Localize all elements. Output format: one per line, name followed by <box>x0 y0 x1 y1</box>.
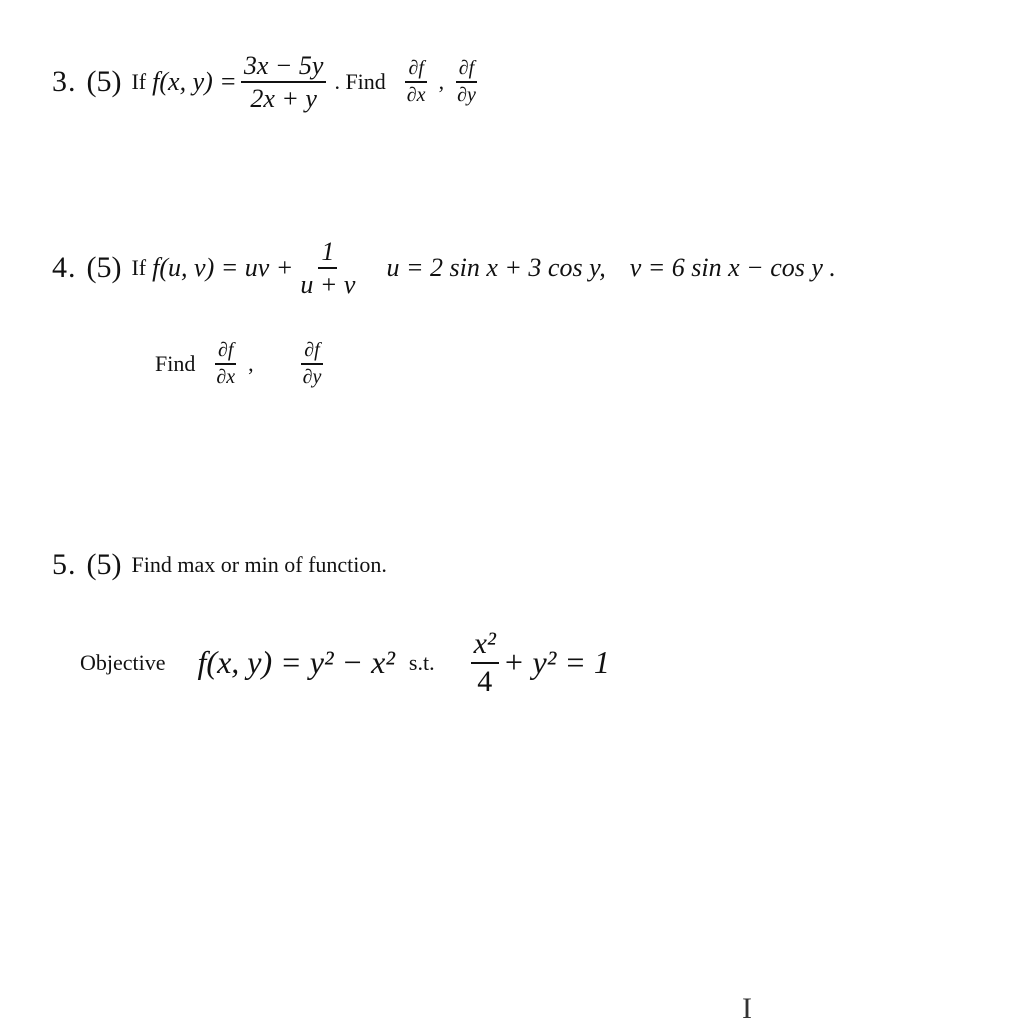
fraction-numerator: 1 <box>318 238 337 269</box>
question-4-find: Find $\frac{\partial f}{\partial x}$ , $\frac{\partial f}{\partial y}$ <box>155 340 328 388</box>
function-fraction <box>241 52 327 113</box>
question-points: (5) <box>86 251 122 285</box>
objective-label: Objective <box>80 649 166 675</box>
function-fraction <box>297 238 358 299</box>
partial-y <box>454 58 479 106</box>
question-points: (5) <box>86 65 122 99</box>
question-5 <box>52 548 387 582</box>
partial-y-numerator: ∂f <box>456 58 477 83</box>
fraction-numerator: 3x − 5y <box>241 52 327 83</box>
constraint-denominator: 4 <box>477 664 493 698</box>
find-label: Find <box>155 351 196 376</box>
constraint-fraction <box>471 628 499 697</box>
partial-x <box>213 340 238 388</box>
partial-y-denominator: ∂y <box>457 84 476 107</box>
question-number: 4. <box>52 251 77 285</box>
v-definition: v = 6 sin x − cos y . <box>629 253 836 283</box>
question-number: 5. <box>52 548 77 581</box>
partial-y-denominator: ∂y <box>302 366 322 388</box>
question-points: (5) <box>86 548 122 581</box>
objective-function: f(x, y) = y² − x² <box>197 644 395 680</box>
partial-x <box>404 58 429 106</box>
partial-x-denominator: ∂x <box>216 366 236 388</box>
constraint-rest: + y² = 1 <box>502 644 610 680</box>
partial-x-numerator: ∂f <box>215 340 236 365</box>
function-definition: f(u, v) = uv + <box>152 253 294 283</box>
fraction-denominator: u + v <box>300 270 356 300</box>
partial-y-numerator: ∂f <box>301 340 322 365</box>
partial-x-denominator: ∂x <box>406 84 426 107</box>
fraction-denominator: 2x + y <box>250 84 317 114</box>
question-3: 3. (5) If f(x, y) = $\frac{3x - 5y}{2x + y}$ . Find $\frac{\partial f}{\partial x}$ , $\frac{\partial f}{\partial y}$ <box>52 52 483 113</box>
u-definition: u = 2 sin x + 3 cos y, <box>386 253 606 283</box>
question-number: 3. <box>52 65 77 99</box>
question-5-objective <box>80 628 610 697</box>
partial-x-numerator: ∂f <box>405 58 426 83</box>
partial-y <box>300 340 325 388</box>
if-label: If <box>131 69 147 95</box>
function-definition: f(x, y) = <box>152 67 237 97</box>
text-cursor-icon: I <box>742 992 752 1025</box>
question-text: Find max or min of function. <box>131 552 387 577</box>
question-4 <box>52 238 836 299</box>
subject-to-label: s.t. <box>408 649 435 675</box>
constraint-numerator: x² <box>471 628 499 664</box>
if-label: If <box>131 255 147 281</box>
find-label: . Find <box>334 69 386 95</box>
